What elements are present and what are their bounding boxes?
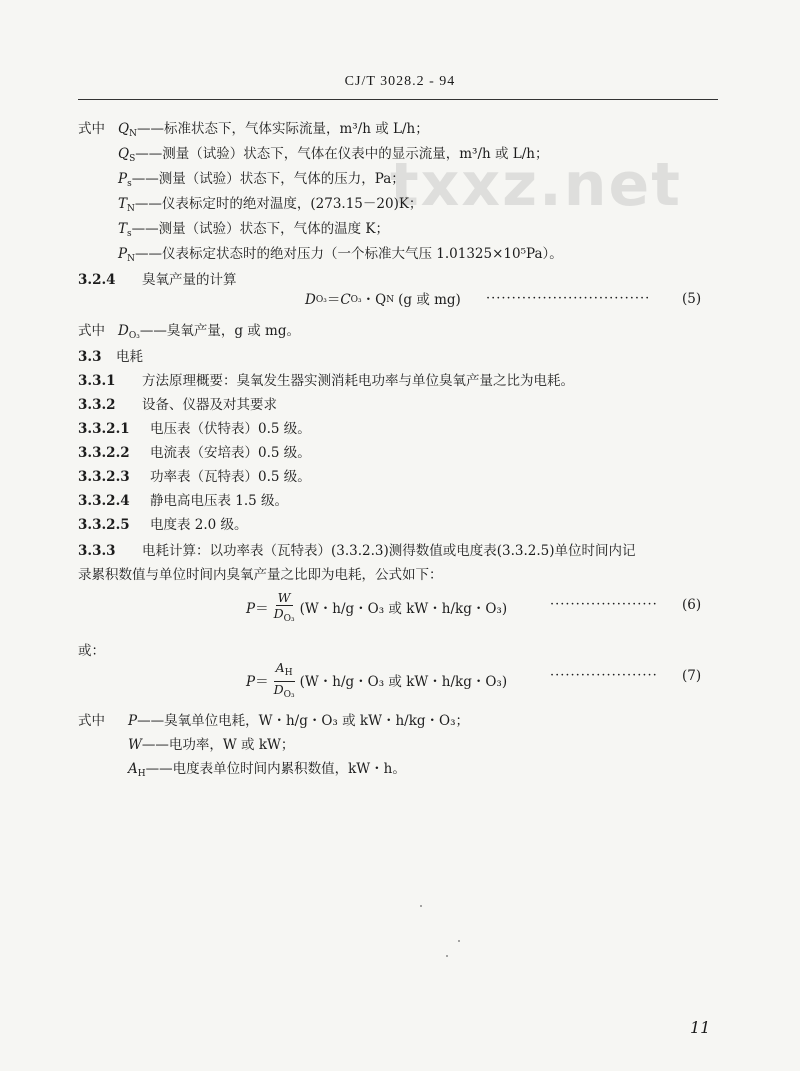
equation-7: P ＝ $\frac{A_H}{D_{O_3}}$ (W・h/g・O₃ 或 kW・h/kg・O₃) [246, 660, 507, 703]
definition-line: $P_s——$测量（试验）状态下，气体的压力，Pa； [118, 171, 405, 189]
section-3-2-4: 3.2.4 臭氧产量的计算 [78, 272, 237, 288]
definition-line: $A_H——$电度表单位时间内累积数值，kW・h。 [128, 761, 406, 779]
list-item: 3.3.2.1 电压表（伏特表）0.5 级。 [78, 421, 311, 437]
list-item: 3.3.2.3 功率表（瓦特表）0.5 级。 [78, 469, 311, 485]
equation-number: (7) [682, 668, 702, 684]
equation-6: P ＝ $\frac{W}{D_{O_3}}$ (W・h/g・O₃ 或 kW・h/kg・O₃) [246, 590, 507, 627]
section-3-3: 3.3 电耗 [78, 349, 143, 365]
equation-number: (5) [682, 291, 702, 307]
page-number: 11 [690, 1018, 711, 1037]
definition-line: 式中 $D_{O_3}——$臭氧产量，g 或 mg。 [78, 323, 300, 341]
definition-line: $T_N——$仪表标定时的绝对温度，(273.15－20)K； [118, 196, 423, 214]
header-rule [78, 99, 718, 100]
definition-line: $T_s——$测量（试验）状态下，气体的温度 K； [118, 221, 390, 239]
equation-number: (6) [682, 597, 702, 613]
equation-5: D O₃ ＝ C O₃ ・Q N (g 或 mg) [305, 292, 461, 308]
fraction: $\frac{W}{D_{O_3}}$ [273, 590, 295, 624]
scan-speck [446, 955, 448, 957]
list-item: 3.3.2.4 静电高电压表 1.5 级。 [78, 493, 289, 509]
scan-speck [420, 905, 422, 907]
section-3-3-2: 3.3.2 设备、仪器及对其要求 [78, 397, 277, 413]
definition-line: 式中 $Q_N——$标准状态下，气体实际流量，m³/h 或 L/h； [78, 121, 429, 139]
list-item: 3.3.2.5 电度表 2.0 级。 [78, 517, 248, 533]
list-item: 3.3.2.2 电流表（安培表）0.5 级。 [78, 445, 311, 461]
page-header: CJ/T 3028.2 - 94 [344, 74, 456, 89]
scan-speck [458, 940, 460, 942]
definition-line: $P_N——$仪表标定状态时的绝对压力（一个标准大气压 1.01325×10⁵Pa）。 [118, 246, 563, 264]
fraction: $\frac{A_H}{D_{O_3}}$ [273, 660, 295, 700]
section-3-3-3: 3.3.3 电耗计算：以功率表（瓦特表）(3.3.2.3)测得数值或电度表(3.3.2.5)单位时间内记 [78, 543, 636, 559]
leader-dots: ································ [486, 291, 651, 306]
watermark: txxz.net [390, 150, 682, 220]
definition-line: 式中 P——臭氧单位电耗，W・h/g・O₃ 或 kW・h/kg・O₃； [78, 713, 470, 729]
leader-dots: ····················· [550, 668, 658, 683]
paragraph-continuation: 录累积数值与单位时间内臭氧产量之比即为电耗，公式如下： [78, 567, 443, 583]
leader-dots: ····················· [550, 597, 658, 612]
or-text: 或： [78, 643, 105, 659]
section-3-3-1: 3.3.1 方法原理概要：臭氧发生器实测消耗电功率与单位臭氧产量之比为电耗。 [78, 373, 574, 389]
definition-line: W——电功率，W 或 kW； [128, 737, 295, 753]
definition-line: $Q_S——$测量（试验）状态下，气体在仪表中的显示流量，m³/h 或 L/h； [118, 146, 549, 164]
